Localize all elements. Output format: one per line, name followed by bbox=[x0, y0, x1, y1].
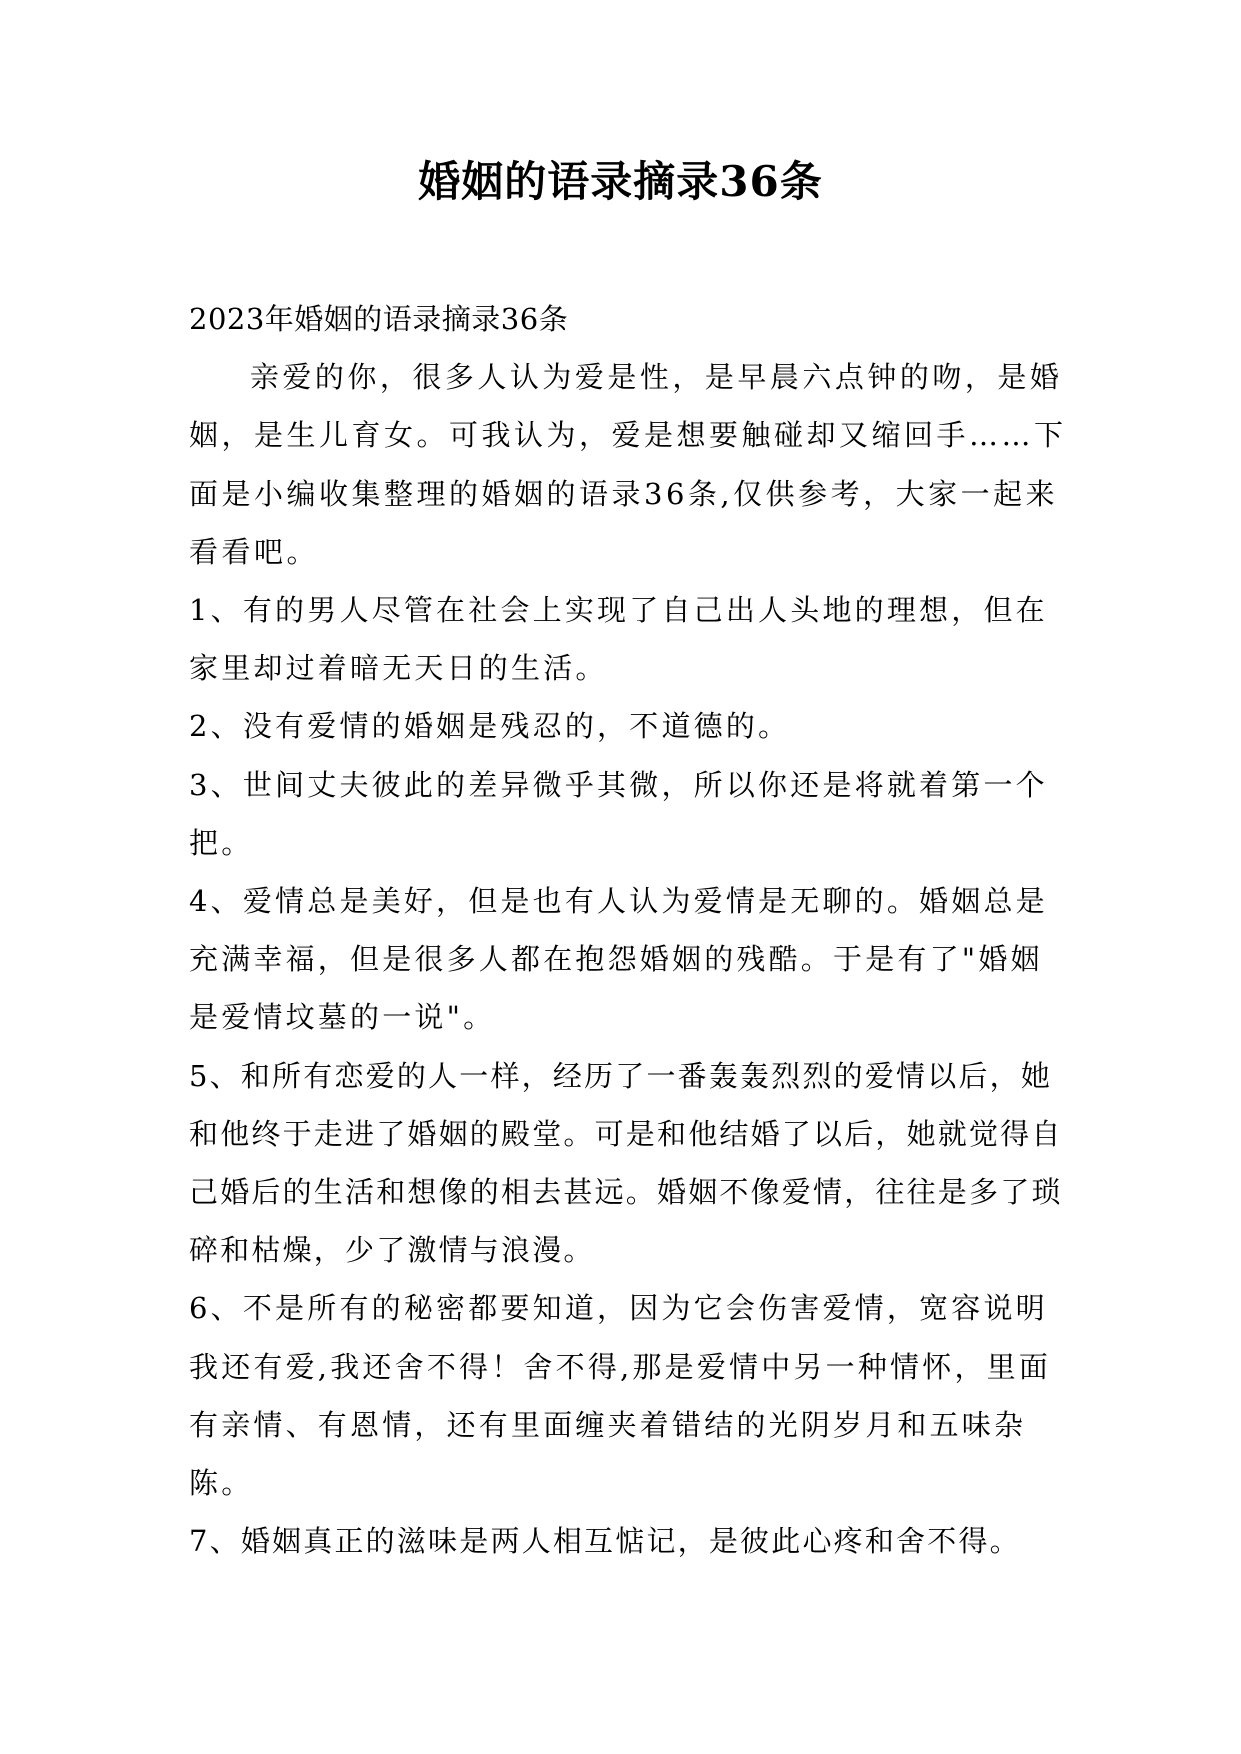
quote-item-6: 6、不是所有的秘密都要知道，因为它会伤害爱情，宽容说明我还有爱,我还舍不得！舍不得,那是爱情中另一种情怀，里面有亲情、有恩情，还有里面缠夹着错结的光阴岁月和五味杂陈。 bbox=[189, 1291, 1052, 1501]
document-title: 婚姻的语录摘录36条 bbox=[418, 157, 823, 206]
intro-paragraph: 亲爱的你，很多人认为爱是性，是早晨六点钟的吻，是婚姻，是生儿育女。可我认为，爱是想要触碰却又缩回手……下面是小编收集整理的婚姻的语录36条,仅供参考，大家一起来看看吧。 bbox=[189, 360, 1067, 569]
quote-item-1: 1、有的男人尽管在社会上实现了自己出人头地的理想，但在家里却过着暗无天日的生活。 bbox=[189, 593, 1048, 686]
quote-item-4: 4、爱情总是美好，但是也有人认为爱情是无聊的。婚姻总是充满幸福，但是很多人都在抱怨婚姻的残酷。于是有了"婚姻是爱情坟墓的一说"。 bbox=[189, 884, 1048, 1035]
document-subtitle: 2023年婚姻的语录摘录36条 bbox=[189, 302, 569, 336]
quote-item-3: 3、世间丈夫彼此的差异微乎其微，所以你还是将就着第一个把。 bbox=[189, 767, 1048, 860]
quote-item-2: 2、没有爱情的婚姻是残忍的，不道德的。 bbox=[189, 709, 791, 744]
document-body bbox=[189, 290, 1069, 1570]
quote-item-7: 7、婚姻真正的滋味是两人相互惦记，是彼此心疼和舍不得。 bbox=[189, 1524, 1021, 1559]
quote-item-5: 5、和所有恋爱的人一样，经历了一番轰轰烈烈的爱情以后，她和他终于走进了婚姻的殿堂。可是和他结婚了以后，她就觉得自己婚后的生活和想像的相去甚远。婚姻不像爱情，往往是多了琐碎和枯燥，少了激情与浪漫。 bbox=[189, 1058, 1063, 1268]
